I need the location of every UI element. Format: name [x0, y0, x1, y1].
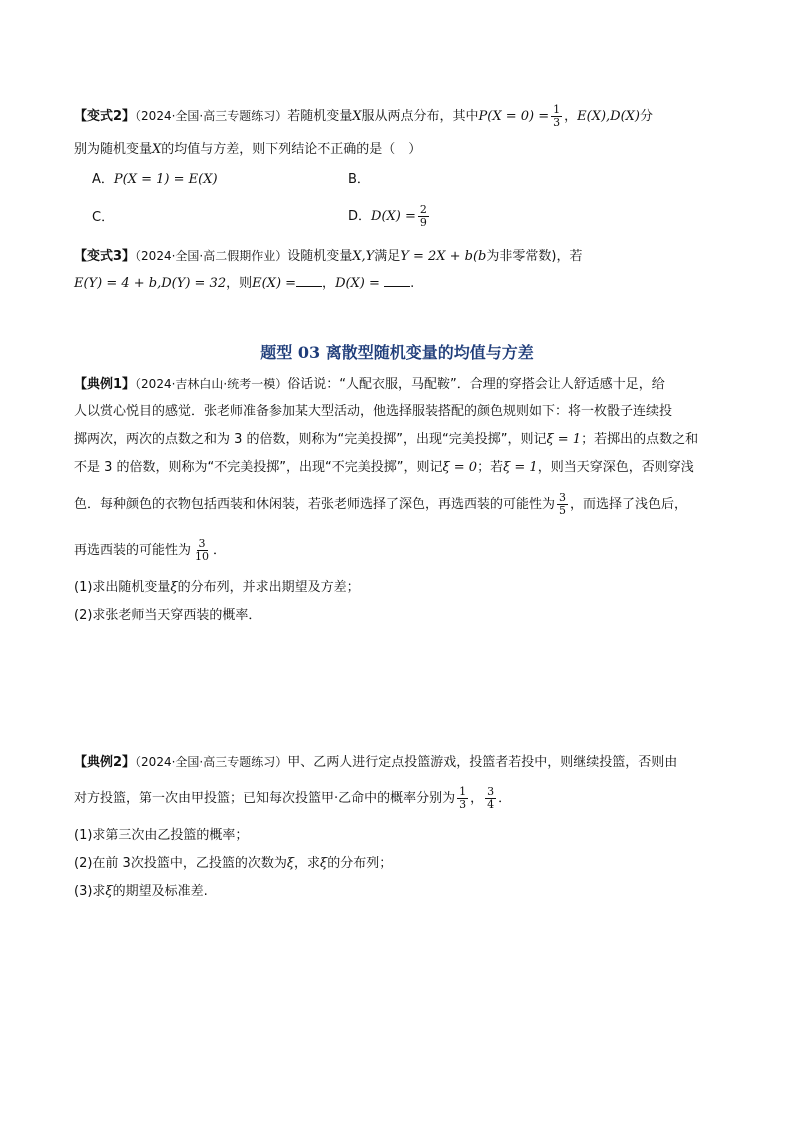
- variant3-line1: 【变式3】（2024·全国·高二假期作业）设随机变量X,Y满足Y = 2X + b(b为非零常数)，若: [74, 249, 583, 264]
- fraction-1-3: $\frac{1}{3}$: [553, 103, 561, 129]
- example1-line2: 人以赏心悦目的感觉．张老师准备参加某大型活动，他选择服装搭配的颜色规则如下：将一枚骰子连续投: [74, 404, 673, 419]
- option-a: A．P(X = 1) = E(X): [92, 172, 218, 187]
- example1-line4: 不是 3 的倍数，则称为“不完美投掷”，出现“不完美投掷”，则记ξ = 0；若ξ = 1，则当天穿深色，否则穿浅: [74, 460, 694, 475]
- variant2-source: （2024·全国·高三专题练习）: [135, 109, 288, 123]
- option-b: B．: [348, 172, 370, 187]
- example1-source: （2024·吉林白山·统考一模）: [135, 377, 288, 391]
- example2-source: （2024·全国·高三专题练习）: [135, 755, 288, 769]
- fraction-3-4: $\frac{3}{4}$: [487, 785, 495, 811]
- example1-question1: (1)求出随机变量ξ的分布列，并求出期望及方差；: [74, 580, 360, 595]
- example1-line6: 再选西装的可能性为 $\frac{3}{10}$ ．: [74, 537, 227, 563]
- fraction-3-10: $\frac{3}{10}$: [195, 537, 210, 563]
- example2-question2: (2)在前 3次投篮中，乙投篮的次数为ξ，求ξ的分布列；: [74, 856, 393, 871]
- option-c: C．: [92, 210, 115, 225]
- variant3-source: （2024·全国·高二假期作业）: [135, 249, 288, 263]
- example1-tag: 【典例1】: [74, 377, 136, 392]
- section-title: 题型 03 离散型随机变量的均值与方差: [260, 343, 534, 362]
- fraction-1-3b: $\frac{1}{3}$: [459, 785, 467, 811]
- example2-question3: (3)求ξ的期望及标准差.: [74, 884, 208, 899]
- fraction-2-9: $\frac{2}{9}$: [419, 203, 427, 229]
- example2-question1: (1)求第三次由乙投篮的概率；: [74, 828, 249, 843]
- variant3-tag: 【变式3】: [74, 249, 136, 264]
- variant2-tag: 【变式2】: [74, 109, 136, 124]
- variant2-line1: 【变式2】（2024·全国·高三专题练习）若随机变量X服从两点分布，其中P(X = 0) = $\frac{1}{3}$ ，E(X),D(X)分: [74, 103, 653, 129]
- answer-blank-dx: [384, 274, 410, 287]
- example1-line3: 掷两次，两次的点数之和为 3 的倍数，则称为“完美投掷”，出现“完美投掷”，则记ξ = 1；若掷出的点数之和: [74, 432, 699, 447]
- example2-tag: 【典例2】: [74, 755, 136, 770]
- example1-question2: (2)求张老师当天穿西装的概率．: [74, 608, 262, 623]
- variant2-line2: 别为随机变量X的均值与方差，则下列结论不正确的是（ ）: [74, 142, 422, 157]
- example2-line1: 【典例2】（2024·全国·高三专题练习）甲、乙两人进行定点投篮游戏，投篮者若投中，则继续投篮，否则由: [74, 755, 678, 770]
- fraction-3-5: $\frac{3}{5}$: [559, 491, 567, 517]
- example1-line5: 色．每种颜色的衣物包括西装和休闲装，若张老师选择了深色，再选西装的可能性为 $\frac{3}{5}$ ，而选择了浅色后，: [74, 491, 688, 517]
- variant3-line2: E(Y) = 4 + b,D(Y) = 32，则E(X) = ，D(X) = .: [74, 276, 415, 291]
- example1-line1: 【典例1】（2024·吉林白山·统考一模）俗话说：“人配衣服，马配鞍”．合理的穿搭会让人舒适感十足，给: [74, 377, 665, 392]
- option-d: D．D(X) = $\frac{2}{9}$: [348, 203, 427, 229]
- example2-line2: 对方投篮，第一次由甲投篮；已知每次投篮甲·乙命中的概率分别为 $\frac{1}{3}$ ， $\frac{3}{4}$ ．: [74, 785, 512, 811]
- answer-blank-ex: [296, 274, 322, 287]
